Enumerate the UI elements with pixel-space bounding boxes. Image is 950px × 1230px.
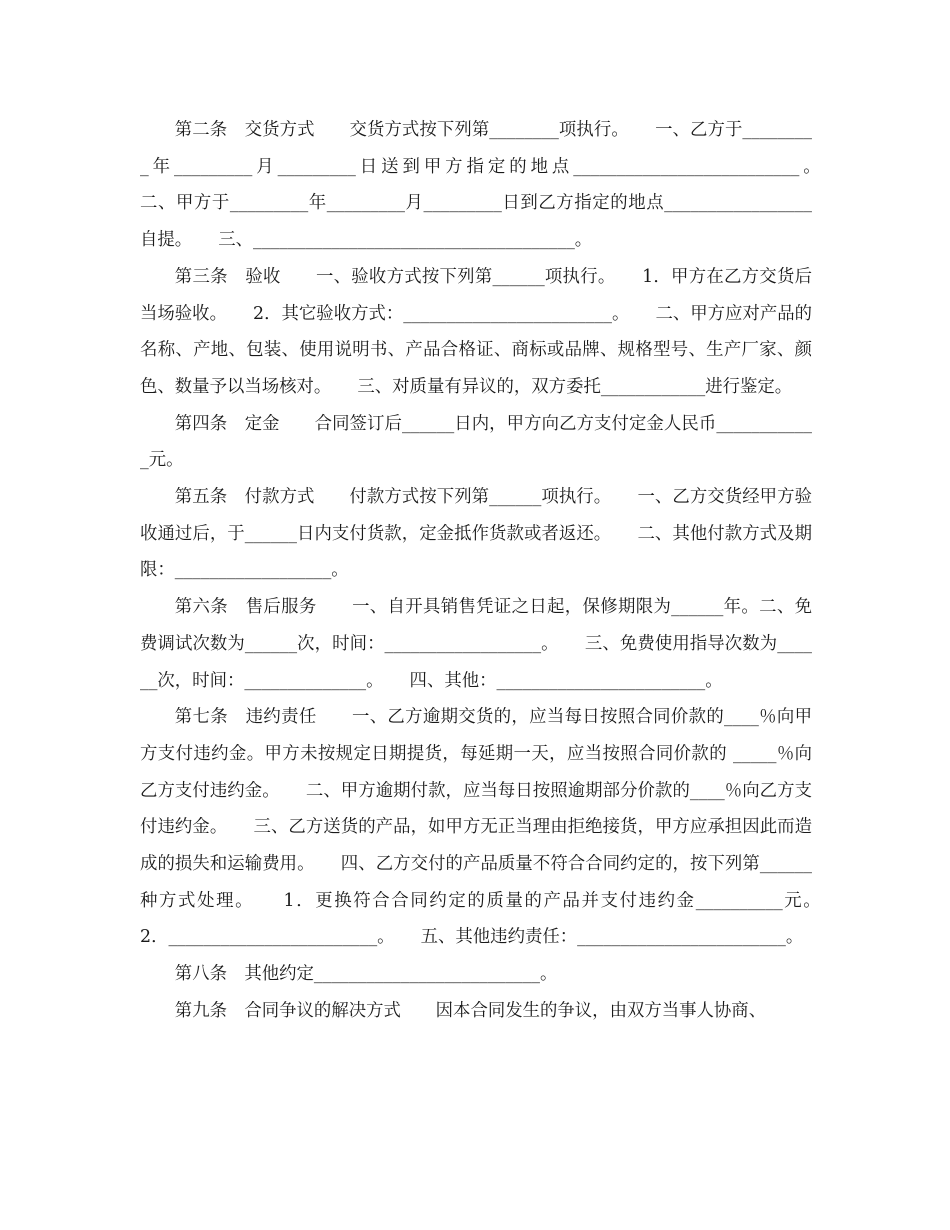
article-2-delivery-method: 第二条 交货方式 交货方式按下列第________项执行。 一、乙方于_________年_________月_________日送到甲方指定的地点__________________________。 二、甲方于_________年_________月_________日到乙方指定的地点_________________自提。 三、_____________________________________。 <box>140 120 847 251</box>
article-9-dispute-resolution: 第九条 合同争议的解决方式 因本合同发生的争议，由双方当事人协商、 <box>174 1000 767 1021</box>
article-4-deposit: 第四条 定金 合同签订后______日内，甲方向乙方支付定金人民币____________元。 <box>140 413 812 471</box>
contract-page <box>140 112 847 1030</box>
article-3-acceptance: 第三条 验收 一、验收方式按下列第______项执行。 1．甲方在乙方交货后当场验收。 2．其它验收方式：________________________。 二、甲方应对产品的名称、产地、包装、使用说明书、产品合格证、商标或品牌、规格型号、生产厂家、颜色、数量予以当场核对。 三、对质量有异议的，双方委托____________进行鉴定。 <box>140 266 812 397</box>
article-6-after-sales-service: 第六条 售后服务 一、自开具销售凭证之日起，保修期限为______年。二、免费调试次数为______次，时间：__________________。 三、免费使用指导次数为______次，时间：______________。 四、其他：________________________。 <box>140 597 812 691</box>
article-8-other-agreements: 第八条 其他约定__________________________。 <box>174 964 558 985</box>
article-5-payment-method: 第五条 付款方式 付款方式按下列第______项执行。 一、乙方交货经甲方验收通过后，于______日内支付货款，定金抵作货款或者返还。 二、其他付款方式及期限：__________________。 <box>140 487 812 581</box>
article-7-liability-for-breach: 第七条 违约责任 一、乙方逾期交货的，应当每日按照合同价款的____％向甲方支付违约金。甲方未按规定日期提货，每延期一天，应当按照合同价款的 _____％向乙方支付违约金。 二、甲方逾期付款，应当每日按照逾期部分价款的____％向乙方支付违约金。 三、乙方送货的产品，如甲方无正当理由拒绝接货，甲方应承担因此而造成的损失和运输费用。 四、乙方交付的产品质量不符合合同约定的，按下列第______种方式处理。 1．更换符合合同约定的质量的产品并支付违约金__________元。 2．________________________。 五、其他违约责任：________________________。 <box>140 707 847 948</box>
